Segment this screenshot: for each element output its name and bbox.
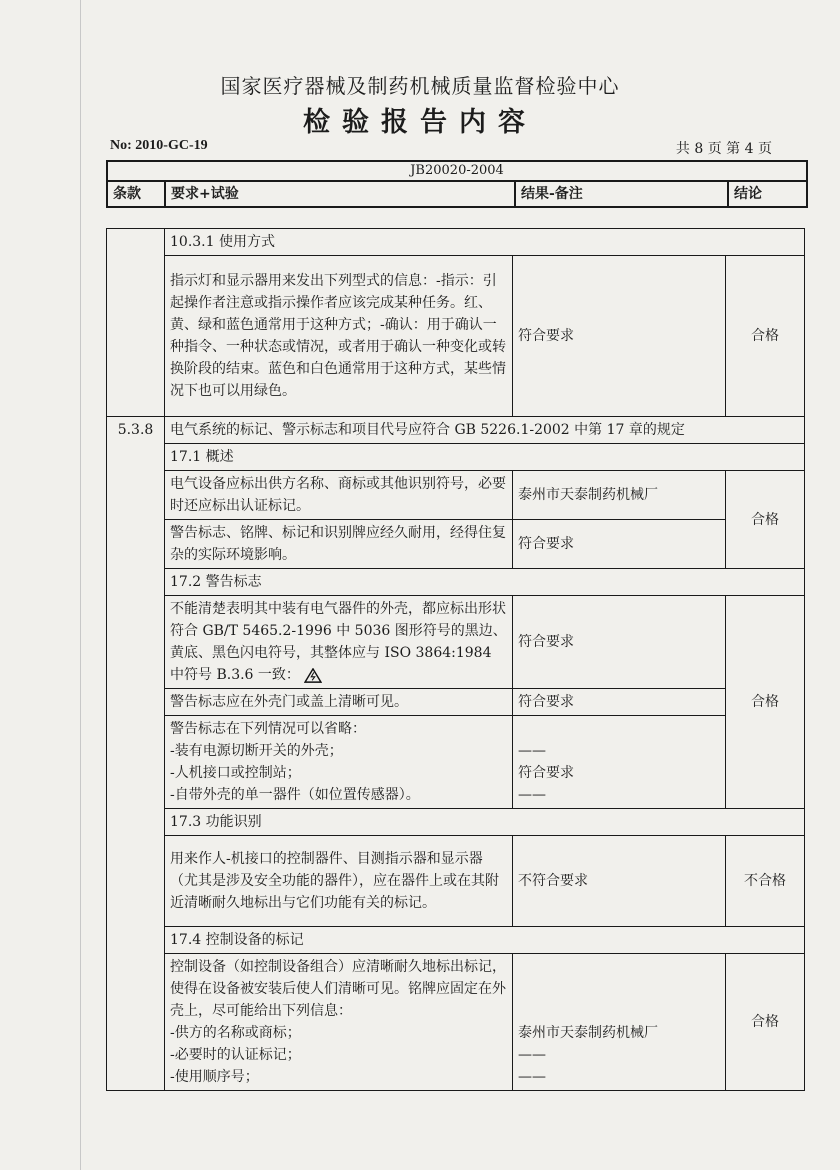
report-number-value: 2010-GC-19: [135, 138, 208, 153]
clause-requirement: 电气系统的标记、警示标志和项目代号应符合 GB 5226.1-2002 中第 17 章的规定: [165, 417, 805, 444]
result-cell: 符合要求: [513, 596, 726, 689]
requirement-cell: 警告标志应在外壳门或盖上清晰可见。: [165, 689, 513, 716]
omission-item: -人机接口或控制站；: [170, 765, 301, 781]
table-row: [107, 954, 805, 1091]
section-title: 17.1 概述: [165, 444, 805, 471]
report-title: 检验报告内容: [303, 107, 537, 138]
clause-cell: [107, 229, 165, 417]
result-dash: ——: [518, 1047, 546, 1063]
standard-code: JB20020-2004: [107, 161, 807, 181]
marking-item: -必要时的认证标记；: [170, 1047, 301, 1063]
table-row: [107, 229, 805, 256]
result-cell: [513, 954, 726, 1091]
table-row: [107, 444, 805, 471]
omission-item: -自带外壳的单一器件（如位置传感器）。: [170, 787, 420, 803]
result-cell: 符合要求: [513, 256, 726, 417]
result-dash: ——: [518, 1069, 546, 1085]
table-row: [107, 596, 805, 689]
result-cell: 泰州市天泰制药机械厂: [513, 471, 726, 520]
result-text: 泰州市天泰制药机械厂: [518, 1025, 658, 1041]
page-info: 共 8 页 第 4 页: [675, 141, 772, 157]
requirement-cell: [165, 716, 513, 809]
section-title: 10.3.1 使用方式: [165, 229, 805, 256]
result-cell: [513, 716, 726, 809]
col-result: 结果-备注: [515, 181, 728, 207]
marking-item: -供方的名称或商标；: [170, 1025, 301, 1041]
report-number-label: No:: [110, 138, 132, 153]
report-number: [110, 138, 208, 154]
table-row: [107, 256, 805, 417]
table-row: [107, 836, 805, 927]
conclusion-cell: 不合格: [726, 836, 805, 927]
omission-intro: 警告标志在下列情况可以省略：: [170, 721, 366, 737]
requirement-cell: 用来作人-机接口的控制器件、目测指示器和显示器（尤其是涉及安全功能的器件），应在器件上或在其附近清晰耐久地标出与它们功能有关的标记。: [165, 836, 513, 927]
table-row: [107, 417, 805, 444]
table-row: [107, 689, 805, 716]
table-row: [107, 520, 805, 569]
requirement-cell: [165, 954, 513, 1091]
conclusion-cell: 合格: [726, 596, 805, 809]
conclusion-cell: 合格: [726, 954, 805, 1091]
requirement-cell: 电气设备应标出供方名称、商标或其他识别符号，必要时还应标出认证标记。: [165, 471, 513, 520]
section-title: 17.3 功能识别: [165, 809, 805, 836]
col-conclusion: 结论: [728, 181, 807, 207]
requirement-cell: [165, 596, 513, 689]
table-row: [107, 809, 805, 836]
result-cell: 符合要求: [513, 689, 726, 716]
col-requirement: 要求+试验: [165, 181, 515, 207]
clause-cell: 5.3.8: [107, 417, 165, 1091]
marking-intro: 控制设备（如控制设备组合）应清晰耐久地标出标记，使得在设备被安装后使人们清晰可见。铭牌应固定在外壳上，尽可能给出下列信息：: [170, 959, 506, 1019]
table-row: [107, 471, 805, 520]
result-cell: 不符合要求: [513, 836, 726, 927]
result-dash: ——: [518, 787, 546, 803]
marking-item: -使用顺序号；: [170, 1069, 259, 1085]
margin-line: [80, 0, 81, 1170]
table-row: [107, 927, 805, 954]
conclusion-cell: 合格: [726, 471, 805, 569]
table-header: [106, 160, 808, 208]
organization-name: 国家医疗器械及制药机械质量监督检验中心: [220, 74, 620, 98]
col-clause: 条款: [107, 181, 165, 207]
result-dash: ——: [518, 743, 546, 759]
inspection-table: [106, 228, 805, 1091]
section-title: 17.2 警告标志: [165, 569, 805, 596]
section-title: 17.4 控制设备的标记: [165, 927, 805, 954]
warning-requirement-text: 不能清楚表明其中装有电气器件的外壳，都应标出形状符合 GB/T 5465.2-1996 中 5036 图形符号的黑边、黄底、黑色闪电符号，其整体应与 ISO 3864:1984 中符号 B.3.6 一致：: [170, 601, 507, 683]
requirement-cell: 警告标志、铭牌、标记和识别牌应经久耐用，经得住复杂的实际环境影响。: [165, 520, 513, 569]
omission-item: -装有电源切断开关的外壳；: [170, 743, 343, 759]
lightning-warning-icon: [304, 668, 322, 683]
conclusion-cell: 合格: [726, 256, 805, 417]
table-row: [107, 716, 805, 809]
requirement-cell: 指示灯和显示器用来发出下列型式的信息：-指示：引起操作者注意或指示操作者应该完成某种任务。红、黄、绿和蓝色通常用于这种方式；-确认：用于确认一种指令、一种状态或情况，或者用于确认一种变化或转换阶段的结束。蓝色和白色通常用于这种方式，某些情况下也可以用绿色。: [165, 256, 513, 417]
table-row: [107, 569, 805, 596]
result-text: 符合要求: [518, 765, 574, 781]
result-cell: 符合要求: [513, 520, 726, 569]
